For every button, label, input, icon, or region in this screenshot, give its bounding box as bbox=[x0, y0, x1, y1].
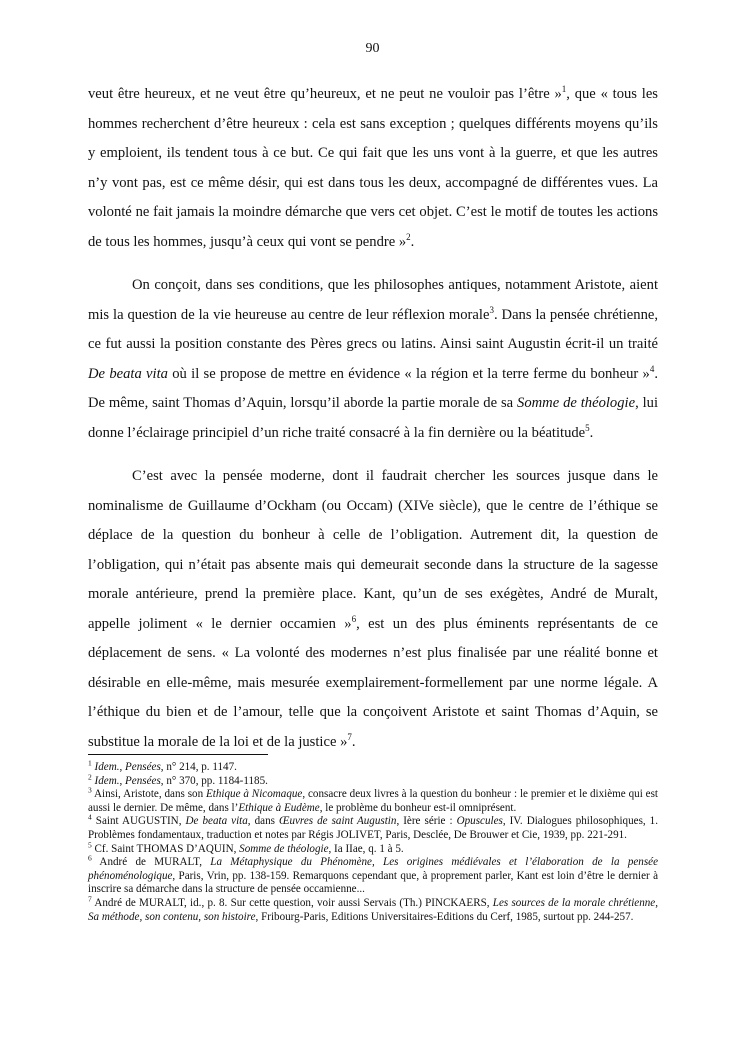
footnote-ref-2[interactable]: 2 bbox=[406, 231, 411, 242]
footnote-number: 4 bbox=[88, 812, 92, 822]
footnote-ref-6[interactable]: 6 bbox=[351, 613, 357, 624]
footnote-ref-7[interactable]: 7 bbox=[347, 731, 352, 742]
footnote-number: 6 bbox=[88, 853, 92, 863]
footnote-number: 2 bbox=[88, 771, 92, 781]
footnote-italic: La Métaphysique du Phénomène, Les origines médiévales et l’élaboration de la pensée phénoménologique bbox=[88, 856, 658, 882]
page-number: 90 bbox=[365, 41, 380, 56]
italic-title: Somme de théologie bbox=[517, 395, 636, 411]
footnote-ref-1[interactable]: 1 bbox=[561, 84, 567, 95]
paragraph-text: . Dans la pensée chrétienne, ce fut aussi la position constante des Pères grecs ou latins. Ainsi saint Augustin écrit-il un traité bbox=[88, 306, 658, 352]
footnote-text: Ainsi, Aristote, dans son bbox=[91, 788, 206, 801]
paragraph-1 bbox=[88, 80, 658, 257]
footnote-text: , Fribourg-Paris, Editions Universitaires-Editions du Cerf, 1985, surtout pp. 244-257. bbox=[255, 910, 634, 923]
paragraph-text: . bbox=[589, 424, 594, 441]
footnote-italic: Idem. bbox=[94, 761, 120, 773]
footnote-text: , le problème du bonheur est-il omniprésent. bbox=[319, 801, 517, 814]
footnote-text: , IV. Dialogues philosophiques, 1. Problèmes fondamentaux, traduction et notes par Régis JOLIVET, Paris, Desclée, De Brouwer et Cie, 1939, pp. 221-291. bbox=[88, 815, 659, 841]
footnote-3 bbox=[88, 785, 658, 815]
italic-title: De beata vita bbox=[88, 365, 168, 382]
paragraph-text: , est un des plus éminents représentants de ce déplacement de sens. « La volonté des modernes n’est plus finalisée par une réalité bonne et désirable en elle-même, mais mesurée exemplairement-formellement par une norme légale. A l’éthique du bien et de l’amour, telle que la conçoivent Aristote et saint Thomas d’Aquin, se substitue la morale de la loi et de la justice » bbox=[88, 615, 659, 750]
footnote-5 bbox=[88, 839, 658, 857]
paragraph-text: , lui donne l’éclairage principiel d’un riche traité consacré à la fin dernière ou la béatitude bbox=[88, 395, 659, 441]
footnote-italic: Les sources de la morale chrétienne, Sa méthode, son contenu, son histoire bbox=[88, 896, 658, 923]
footnote-number: 7 bbox=[88, 894, 92, 904]
footnote-7 bbox=[88, 894, 658, 924]
footnote-text: , dans bbox=[247, 815, 279, 828]
paragraph-text: C’est avec la pensée moderne, dont il faudrait chercher les sources jusque dans le nominalisme de Guillaume d’Ockham (ou Occam) (XIVe siècle), que le centre de l’éthique se déplace de la question du bonheur à celle de l’obligation. Autrement dit, la question de l’obligation, qui n’était pas absente mais qui demeurait seconde dans la structure de la sagesse morale antérieure, prend la première place. Kant, qu’un de ses exégètes, André de Muralt, appelle joliment « le dernier occamien » bbox=[88, 468, 658, 632]
footnote-italic: Idem. bbox=[94, 774, 120, 787]
paragraph-text: . bbox=[351, 733, 356, 750]
paragraph-text: . bbox=[410, 233, 415, 250]
footnote-text: André de MURALT, bbox=[91, 856, 211, 869]
footnote-number: 5 bbox=[88, 839, 92, 849]
footnote-italic: Opuscules bbox=[456, 815, 503, 828]
footnote-italic: Œuvres de saint Augustin bbox=[278, 815, 397, 828]
footnote-italic: Pensées bbox=[125, 774, 161, 787]
footnote-2 bbox=[88, 771, 658, 789]
paragraph-text: , que « tous les hommes recherchent d’être heureux : cela est sans exception ; quelques différents moyens qu’ils y emploient, ils tendent tous à ce but. Ce qui fait que les uns vont à la guerre, et que les autres n’y vont pas, est ce même désir, qui est dans tous les deux, accompagné de différentes vues. La volonté ne fait jamais la moindre démarche que vers cet objet. C’est le motif de toutes les actions de tous les hommes, jusqu’à ceux qui vont se pendre » bbox=[88, 86, 658, 250]
footnote-text: , Ière série : bbox=[396, 815, 457, 828]
footnote-text: , Ia IIae, q. 1 à 5. bbox=[328, 842, 404, 855]
paragraph-text: . De même, saint Thomas d’Aquin, lorsqu’il aborde la partie morale de sa bbox=[88, 365, 658, 411]
footnote-text: Saint AUGUSTIN, bbox=[91, 815, 186, 828]
footnote-divider bbox=[88, 754, 268, 755]
footnote-text: , n° 370, pp. 1184-1185. bbox=[160, 774, 268, 787]
footnote-text: , consacre deux livres à la question du bonheur : le premier et le dixième qui est aussi le dernier. De même, dans l’ bbox=[88, 788, 658, 814]
paragraph-text: veut être heureux, et ne veut être qu’heureux, et ne peut ne vouloir pas l’être » bbox=[88, 86, 562, 102]
footnote-1 bbox=[88, 758, 658, 775]
footnote-italic: Ethique à Nicomaque bbox=[206, 788, 303, 801]
footnote-italic: De beata vita bbox=[185, 815, 248, 828]
footnote-ref-3[interactable]: 3 bbox=[489, 304, 494, 315]
paragraph-3 bbox=[88, 462, 658, 757]
footnote-text: , Paris, Vrin, pp. 138-159. Remarquons cependant que, à proprement parler, Kant est loin d’être le dernier à inscrire sa démarche dans la structure de pensée occamienne... bbox=[88, 869, 658, 896]
footnote-italic: Pensées bbox=[125, 761, 161, 773]
paragraph-text: On conçoit, dans ses conditions, que les philosophes antiques, notamment Aristote, aient mis la question de la vie heureuse au centre de leur réflexion morale bbox=[88, 277, 658, 323]
footnote-text: , n° 214, p. 1147. bbox=[160, 761, 237, 773]
paragraph-2 bbox=[88, 271, 658, 448]
footnote-number: 3 bbox=[88, 785, 92, 795]
footnote-text: , bbox=[119, 774, 126, 787]
footnote-ref-4[interactable]: 4 bbox=[649, 363, 655, 374]
footnote-ref-5[interactable]: 5 bbox=[585, 422, 590, 433]
footnote-4 bbox=[88, 812, 659, 842]
footnote-text: Cf. Saint THOMAS D’AQUIN, bbox=[91, 842, 240, 855]
footnote-italic: Ethique à Eudème bbox=[238, 801, 320, 814]
footnote-italic: Somme de théologie bbox=[239, 842, 329, 855]
paragraph-text: où il se propose de mettre en évidence « la région et la terre ferme du bonheur » bbox=[167, 365, 650, 382]
footnote-text: , bbox=[119, 761, 126, 773]
footnotes bbox=[88, 758, 659, 924]
footnote-number: 1 bbox=[88, 758, 92, 768]
body-text bbox=[88, 80, 658, 771]
footnote-6 bbox=[88, 853, 658, 897]
footnote-text: André de MURALT, id., p. 8. Sur cette question, voir aussi Servais (Th.) PINCKAERS, bbox=[91, 896, 493, 909]
